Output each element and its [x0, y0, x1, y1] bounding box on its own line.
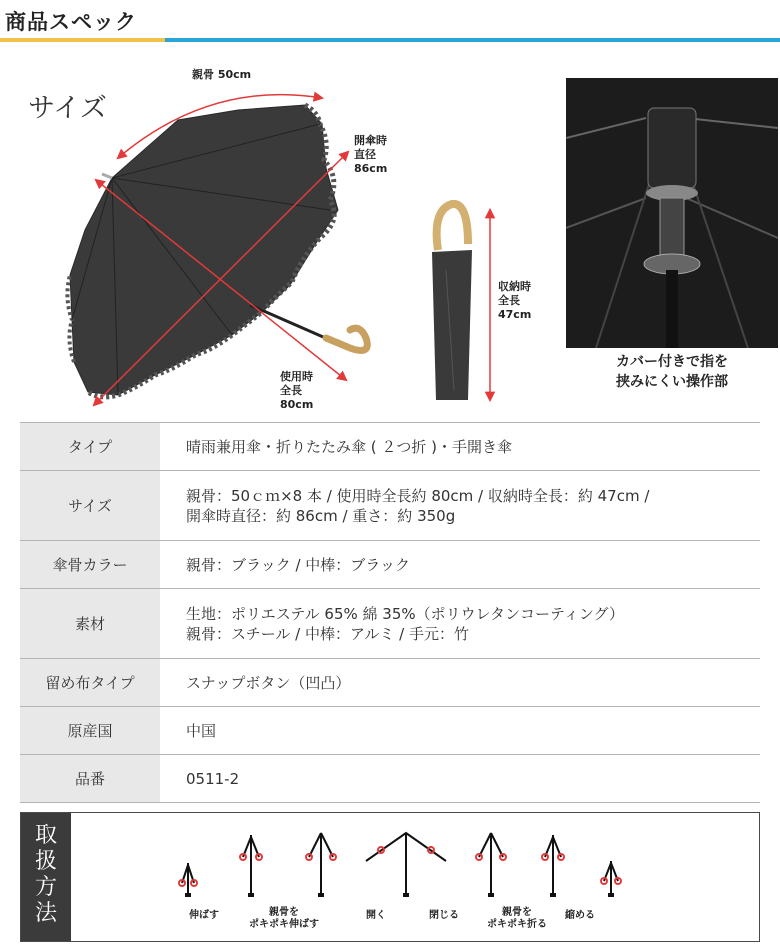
spec-row-size — [20, 471, 760, 541]
dim-length-line: 使用時 — [280, 370, 313, 383]
spec-key: 原産国 — [20, 707, 160, 755]
spec-value — [160, 755, 760, 803]
step-label-open: 開く — [366, 910, 386, 921]
spec-value-line: 0511-2 — [186, 769, 240, 788]
photo-caption — [566, 352, 778, 392]
spec-value — [160, 707, 760, 755]
spec-row-type — [20, 423, 760, 471]
spec-value-line: 晴雨兼用傘・折りたたみ傘 ( ２つ折 )・手開き傘 — [186, 437, 513, 456]
spec-row-origin — [20, 707, 760, 755]
spec-key: 傘骨カラー — [20, 541, 160, 589]
spec-key: サイズ — [20, 471, 160, 541]
spec-value-line: 開傘時直径：約 86cm / 重さ：約 350g — [186, 506, 456, 525]
side-char: 法 — [34, 901, 57, 926]
title-underline-blue — [165, 38, 780, 42]
caption-line: 挟みにくい操作部 — [616, 374, 728, 390]
spec-value — [160, 589, 760, 659]
spec-row-strap — [20, 659, 760, 707]
dim-open-line: 開傘時 — [354, 134, 387, 147]
spec-row-material — [20, 589, 760, 659]
spec-value-line: 中国 — [186, 721, 217, 740]
spec-value — [160, 541, 760, 589]
dim-stored-line: 全長 — [498, 294, 520, 307]
side-char: 扱 — [34, 849, 57, 874]
spec-row-frame-color — [20, 541, 760, 589]
title-underline-yellow — [0, 38, 165, 42]
dim-rib-label: 親骨 50cm — [192, 68, 252, 81]
size-figure — [0, 50, 780, 420]
side-char: 取 — [34, 823, 57, 848]
step-label-line: 親骨を — [269, 907, 299, 918]
step-label-shorten: 縮める — [565, 910, 595, 921]
dim-open-line: 直径 — [354, 148, 376, 161]
spec-value-line: 生地：ポリエステル 65% 綿 35%（ポリウレタンコーティング） — [186, 604, 624, 623]
spec-value — [160, 423, 760, 471]
spec-value — [160, 471, 760, 541]
step-label-fold-ribs — [487, 907, 547, 931]
spec-value-line: 親骨：ブラック / 中棒：ブラック — [186, 555, 410, 574]
step-label-unfold-ribs — [249, 907, 319, 931]
spec-table — [20, 422, 760, 803]
step-label-extend: 伸ばす — [189, 910, 219, 921]
spec-value — [160, 659, 760, 707]
spec-value-line: 親骨：50ｃｍ×8 本 / 使用時全長約 80cm / 収納時全長：約 47cm / — [186, 486, 650, 505]
dim-length-line: 80cm — [280, 398, 314, 411]
dim-stored-line: 47cm — [498, 308, 532, 321]
spec-value-line: スナップボタン（凹凸） — [186, 673, 351, 692]
handling-side-label — [21, 813, 71, 941]
mechanism-photo — [566, 78, 778, 348]
section-title: 商品スペック — [5, 10, 137, 34]
spec-key: 素材 — [20, 589, 160, 659]
spec-row-model — [20, 755, 760, 803]
spec-key: 留め布タイプ — [20, 659, 160, 707]
spec-value-line: 親骨：スチール / 中棒：アルミ / 手元：竹 — [186, 624, 469, 643]
dim-length-label — [280, 370, 313, 412]
spec-key: タイプ — [20, 423, 160, 471]
dim-stored-label — [498, 280, 531, 322]
spec-key: 品番 — [20, 755, 160, 803]
section-header — [0, 0, 780, 44]
size-heading: サイズ — [28, 93, 107, 124]
step-label-line: ポキポキ伸ばす — [249, 919, 319, 930]
dim-length-line: 全長 — [280, 384, 302, 397]
mechanism-photo-drawing — [566, 78, 778, 348]
dim-stored-line: 収納時 — [498, 280, 531, 293]
step-label-close: 閉じる — [429, 910, 459, 921]
step-label-line: 親骨を — [502, 907, 532, 918]
dim-open-label — [354, 134, 387, 176]
step-label-line: ポキポキ折る — [487, 919, 547, 930]
caption-line: カバー付きで指を — [616, 354, 728, 370]
side-char: 方 — [34, 875, 57, 900]
dim-open-line: 86cm — [354, 162, 388, 175]
handling-box — [20, 812, 760, 942]
handling-steps-illustration — [71, 813, 761, 941]
